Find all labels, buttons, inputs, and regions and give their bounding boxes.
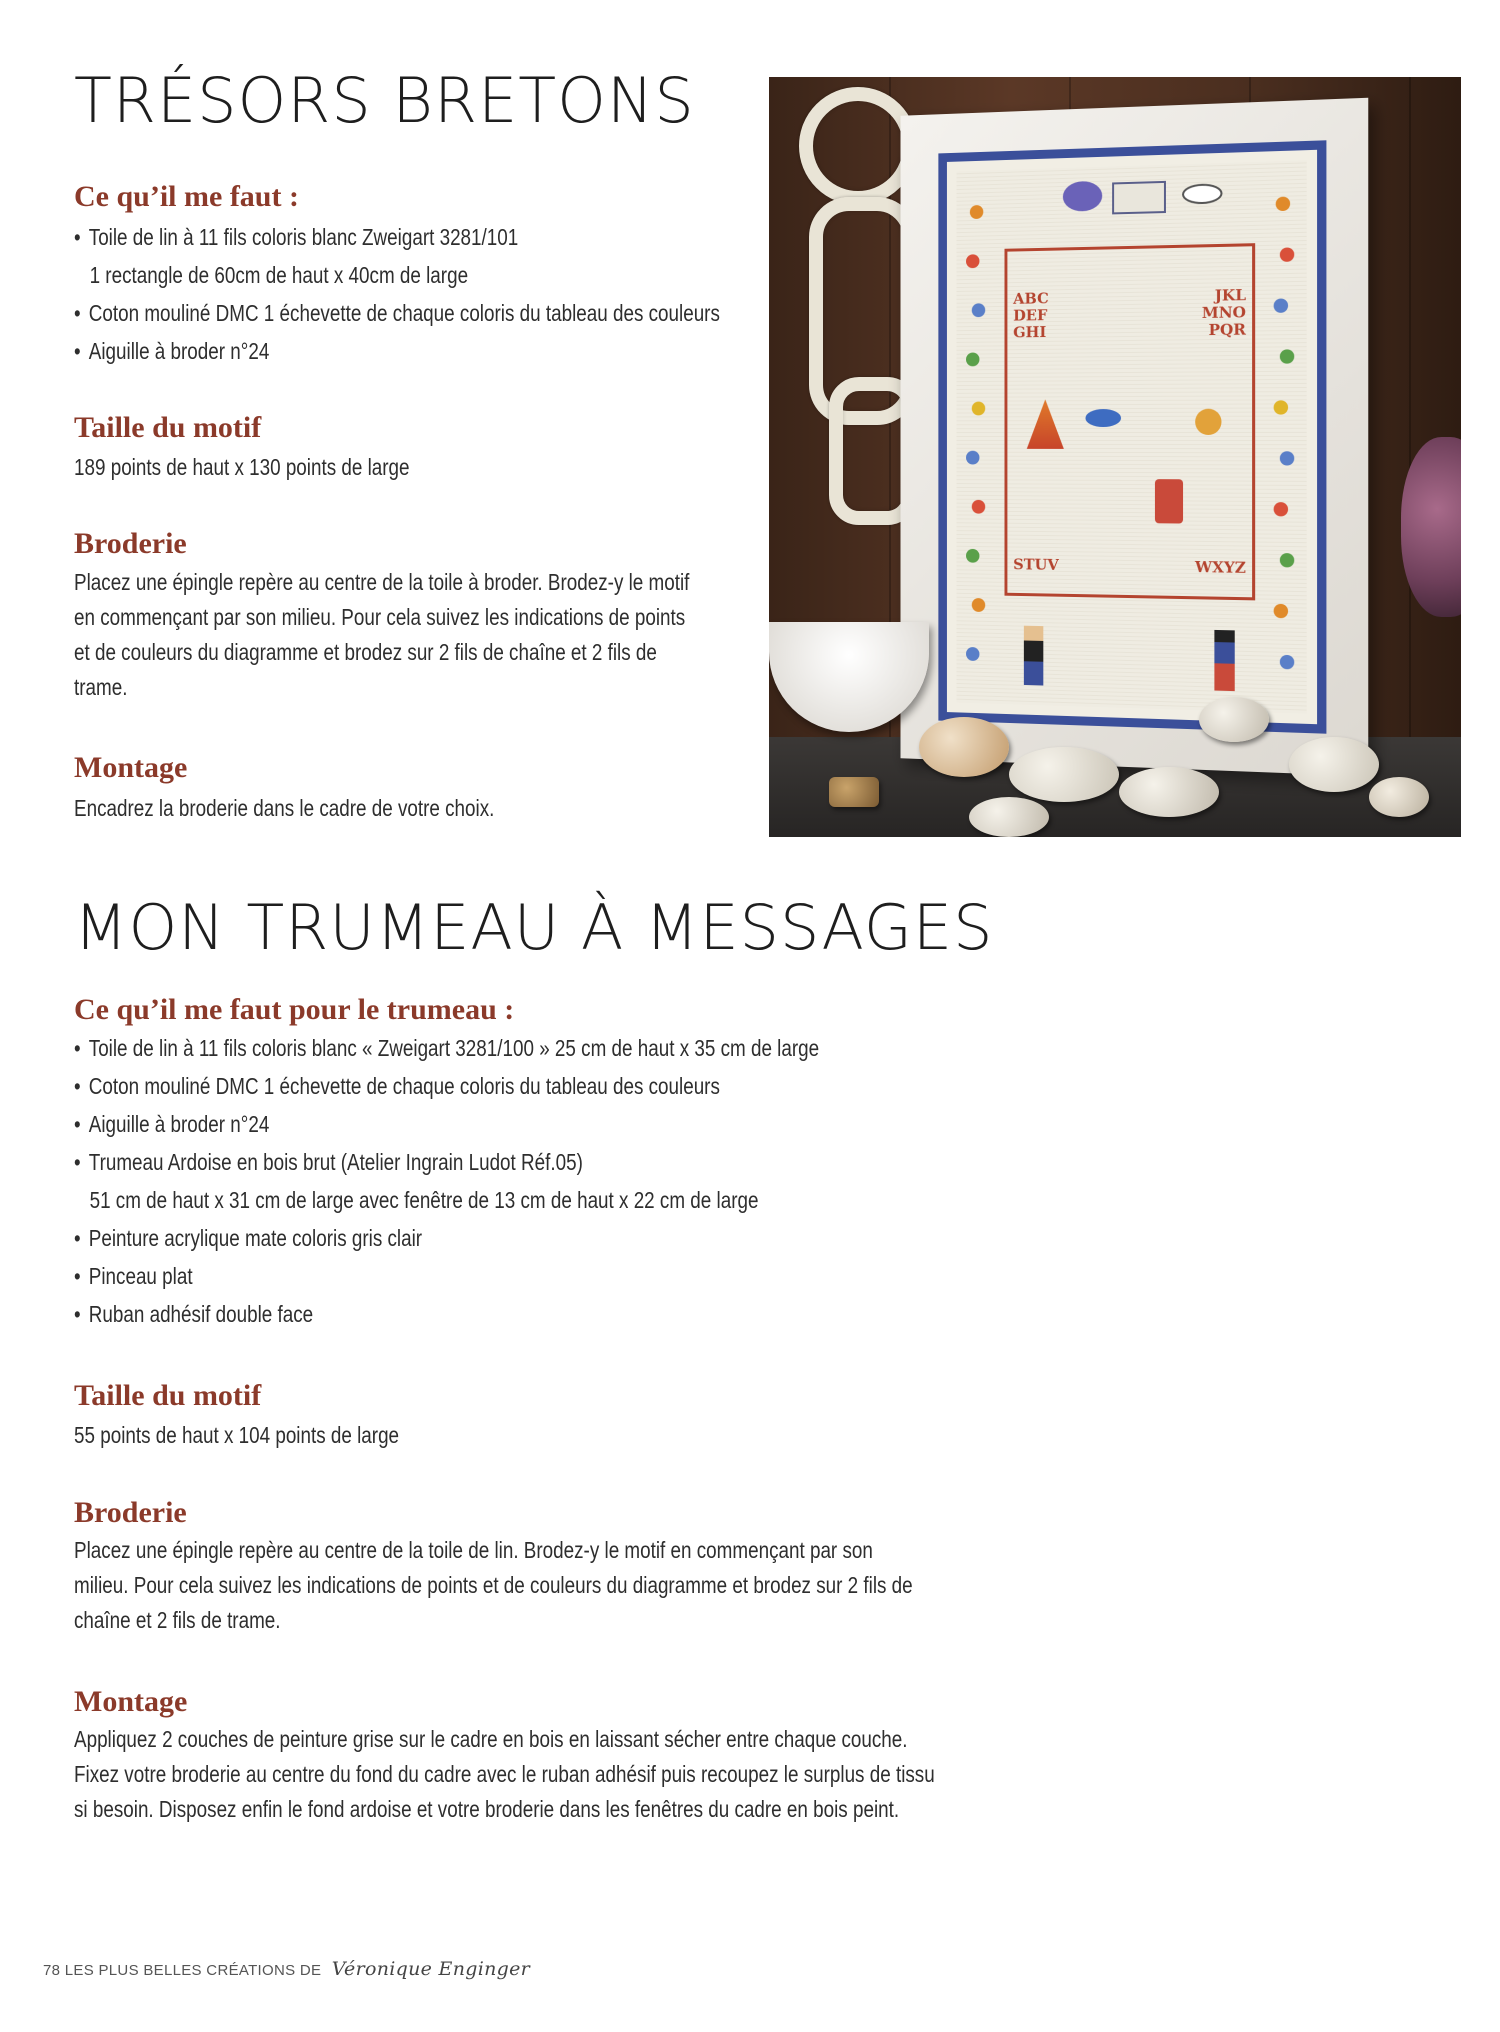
- shell: [1369, 777, 1429, 817]
- embroidery-heading: Broderie: [74, 1496, 187, 1529]
- embroidery-paragraph: Placez une épingle repère au centre de la toile de lin. Brodez-y le motif en commençant par son milieu. Pour cela suivez les indications de points et de couleurs du diagramme et brodez sur 2 fils de chaîne et 2 fils de trame.: [74, 1537, 913, 1633]
- page-footer: [43, 1958, 530, 1980]
- materials-heading: Ce qu’il me faut pour le trumeau :: [74, 993, 515, 1026]
- mounting-heading: Montage: [74, 751, 188, 784]
- breton-boy-figure: [1214, 630, 1234, 691]
- hydrangea-motif: [1063, 181, 1102, 212]
- list-item: • Ruban adhésif double face: [74, 1301, 314, 1327]
- picture-frame: [900, 98, 1368, 777]
- materials-heading: Ce qu’il me faut :: [74, 180, 299, 213]
- size-text: 189 points de haut x 130 points de large: [74, 454, 410, 480]
- size-heading: Taille du motif: [74, 1379, 262, 1412]
- crab-motif: [1085, 409, 1121, 427]
- author-signature: Véronique Enginger: [331, 1958, 530, 1980]
- rope-coil: [799, 87, 917, 205]
- breton-girl-figure: [1024, 626, 1043, 686]
- list-item: • Peinture acrylique mate coloris gris clair: [74, 1225, 423, 1251]
- sampler-inner-box: ABC DEF GHI JKL MNO PQR STUV WXYZ: [1004, 243, 1255, 600]
- size-heading: Taille du motif: [74, 411, 262, 444]
- house-motif: [1112, 181, 1166, 215]
- mounting-paragraph: Appliquez 2 couches de peinture grise sur le cadre en bois en laissant sécher entre chaque couche. Fixez votre broderie au centre du fond du cadre avec le ruban adhésif puis recoupez le surplus de tissu si besoin. Disposez enfin le fond ardoise et votre broderie dans les fenêtres du cadre en bois peint.: [74, 1726, 935, 1822]
- list-item: • Coton mouliné DMC 1 échevette de chaque coloris du tableau des couleurs: [74, 300, 720, 326]
- lighthouse-motif: [1155, 479, 1183, 523]
- list-item: 1 rectangle de 60cm de haut x 40cm de large: [89, 262, 469, 288]
- list-item: • Toile de lin à 11 fils coloris blanc Zweigart 3281/101: [74, 224, 519, 250]
- embroidery-heading: Broderie: [74, 527, 187, 560]
- wooden-spool: [829, 777, 879, 807]
- shell: [919, 717, 1009, 777]
- embroidery-paragraph: Placez une épingle repère au centre de la toile à broder. Brodez-y le motif en commençant par son milieu. Pour cela suivez les indications de points et de couleurs du diagramme et brodez sur 2 fils de chaîne et 2 fils de trame.: [74, 569, 690, 700]
- seagull-motif: [1182, 183, 1222, 204]
- section-title-tresors-bretons: TRÉSORS BRETONS: [74, 64, 695, 137]
- shell-motif: [1195, 409, 1221, 435]
- list-item: • Trumeau Ardoise en bois brut (Atelier Ingrain Ludot Réf.05): [74, 1149, 583, 1175]
- list-item: • Aiguille à broder n°24: [74, 338, 270, 364]
- list-item: • Aiguille à broder n°24: [74, 1111, 270, 1137]
- section-title-trumeau: MON TRUMEAU À MESSAGES: [74, 891, 994, 964]
- materials-list: [74, 1029, 994, 1333]
- stone: [969, 797, 1049, 837]
- stone: [1199, 697, 1269, 742]
- list-item: • Toile de lin à 11 fils coloris blanc « Zweigart 3281/100 » 25 cm de haut x 35 cm de large: [74, 1035, 820, 1061]
- stone: [1289, 737, 1379, 792]
- stone: [1119, 767, 1219, 817]
- stone: [1009, 747, 1119, 802]
- book-title: LES PLUS BELLES CRÉATIONS DE: [64, 1962, 322, 1979]
- list-item: 51 cm de haut x 31 cm de large avec fenêtre de 13 cm de haut x 22 cm de large: [89, 1187, 759, 1213]
- mounting-heading: Montage: [74, 1685, 188, 1718]
- sampler-photo: [769, 77, 1461, 837]
- mounting-text: Encadrez la broderie dans le cadre de votre choix.: [74, 795, 495, 821]
- size-text: 55 points de haut x 104 points de large: [74, 1422, 400, 1448]
- page-number: 78: [43, 1962, 61, 1979]
- list-item: • Coton mouliné DMC 1 échevette de chaque coloris du tableau des couleurs: [74, 1073, 720, 1099]
- sailboat-motif: [1027, 399, 1064, 449]
- list-item: • Pinceau plat: [74, 1263, 193, 1289]
